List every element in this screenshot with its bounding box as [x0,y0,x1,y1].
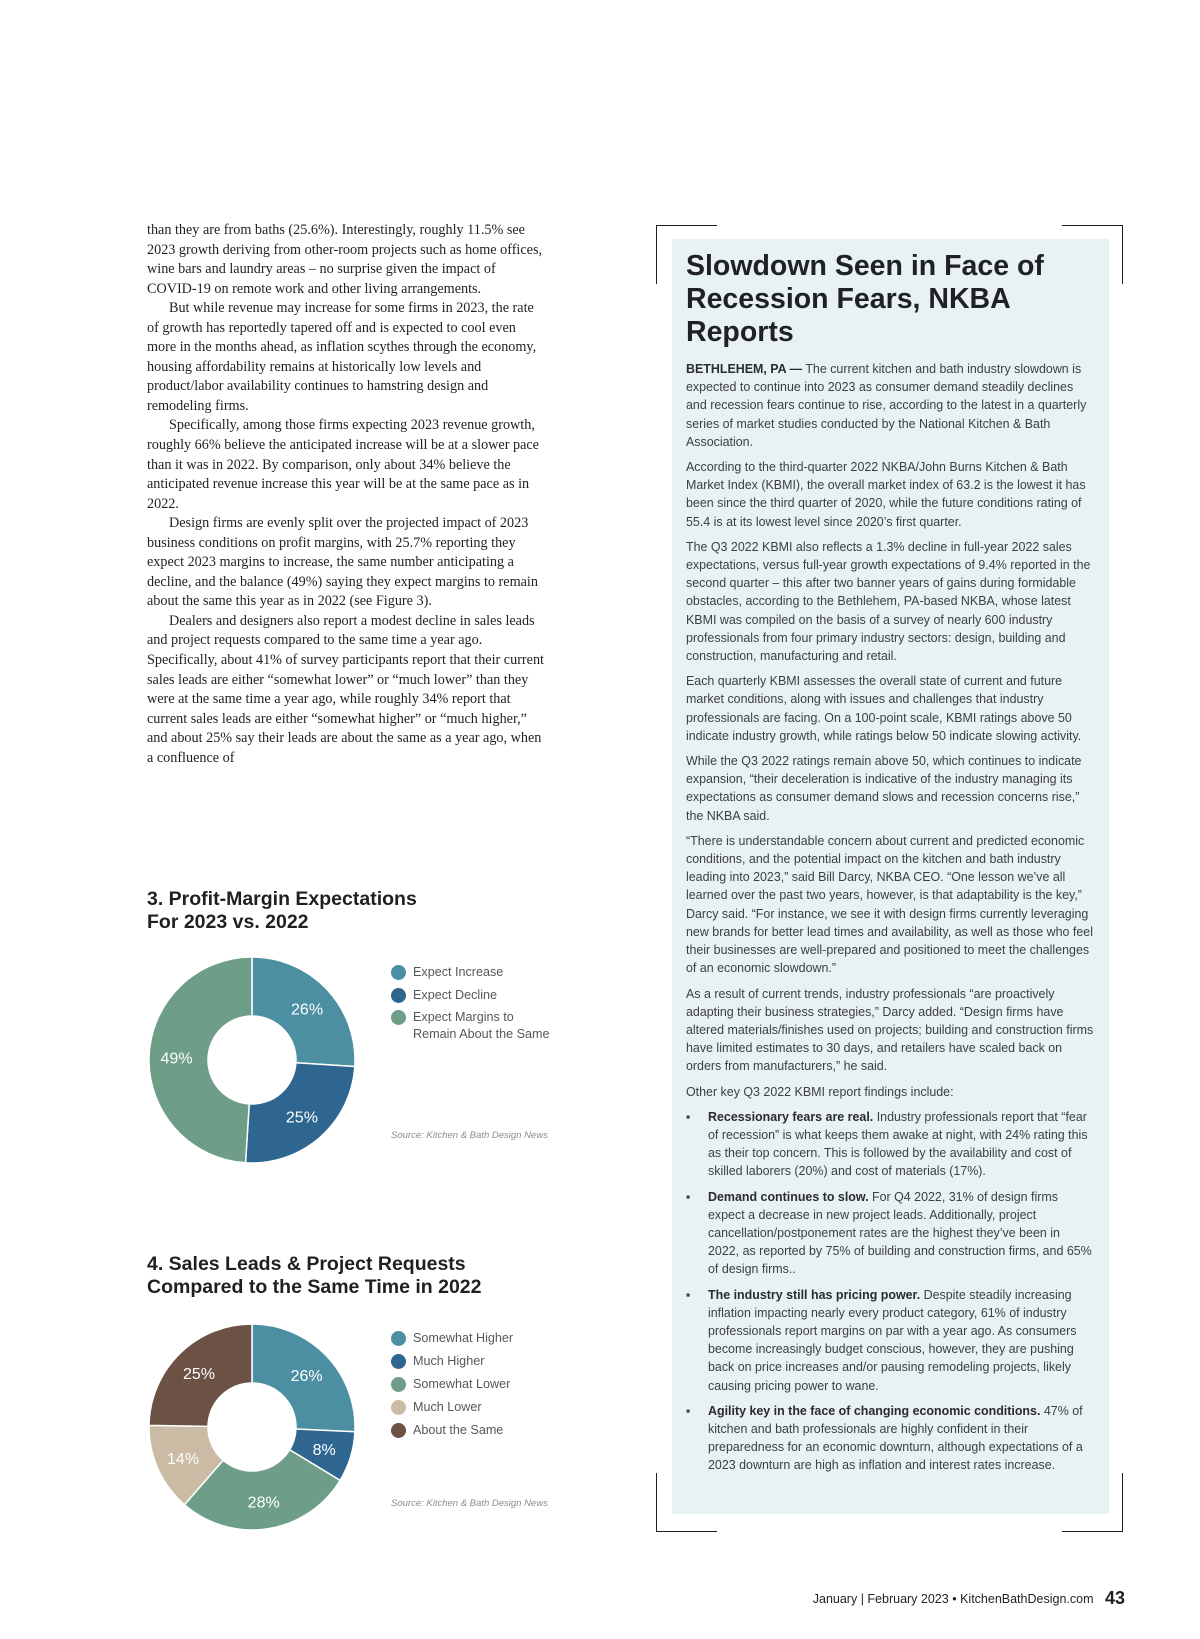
legend-swatch [391,1400,406,1415]
legend-swatch [391,988,406,1003]
sidebar-headline: Slowdown Seen in Face of Recession Fears, NKBA Reports [686,250,1044,348]
finding-item [686,1286,1094,1395]
legend-item [391,964,591,981]
legend-label: Expect Increase [413,965,504,979]
issue-date: January | February 2023 [812,1592,949,1606]
article-paragraph: Dealers and designers also report a modest decline in sales leads and project requests compared to the same time a year ago. Specifically, about 41% of survey participants report that their current sales leads are either “somewhat lower” or “much lower” than they were at the same time a year ago, while roughly 34% report that current sales leads are either “somewhat higher” or “much higher,” and about 25% say their leads are about the same as a year ago, when a confluence of [147,612,544,766]
figure-4-title [147,1253,567,1299]
donut-slice-label: 25% [285,1109,318,1127]
finding-text: For Q4 2022, 31% of design firms expect a decrease in new project leads. Additionally, project cancellation/postponement rates are the highest they’ve been in 2022, as reported by 75% of building and construction firms, and 65% of design firms.. [708,1189,1092,1277]
figure-3-source: Source: Kitchen & Bath Design News [391,1130,548,1141]
donut-slice-label: 8% [312,1441,336,1459]
donut-slice-label: 49% [160,1050,193,1068]
figure-3-legend [391,964,591,1042]
legend-swatch [391,1331,406,1346]
sidebar-paragraph: While the Q3 2022 ratings remain above 50, which continues to indicate expansion, “their deceleration is indicative of the industry managing its expectations as consumer demand slows and recession concerns rise,” the NKBA said. [686,754,1082,823]
bullet-icon: ▪ [686,1287,691,1302]
sidebar-paragraph: The Q3 2022 KBMI also reflects a 1.3% decline in full-year 2022 sales expectations, versus full-year growth expectations of 9.4% reported in the second quarter – this after two banner years of gains during formidable obstacles, according to the Bethlehem, PA-based NKBA, whose latest KBMI was compiled on the basis of a survey of nearly 600 industry professionals from four primary industry sectors: design, building and construction, manufacturing and retail. [686,539,1091,664]
website-link[interactable]: KitchenBathDesign.com [960,1592,1094,1606]
legend-item [391,1376,591,1393]
legend-label: Somewhat Lower [413,1377,511,1391]
finding-heading: Agility key in the face of changing economic conditions. [708,1403,1041,1418]
sidebar-paragraph: According to the third-quarter 2022 NKBA/John Burns Kitchen & Bath Market Index (KBMI), the overall market index of 63.2 is the lowest it has been since the third quarter of 2020, while the future conditions rating of 55.4 is at its lowest level since 2020’s first quarter. [686,460,1086,529]
lead-text: The current kitchen and bath industry slowdown is expected to continue into 2023 as consumer demand steadily declines and recession fears continue to rise, according to the latest in a quarterly series of market studies conducted by the National Kitchen & Bath Association. [686,362,1087,449]
sidebar-lead-paragraph [686,360,1094,451]
legend-swatch [391,1377,406,1392]
finding-heading: The industry still has pricing power. [708,1287,921,1302]
legend-item [391,987,591,1004]
figure-4-donut-chart [147,1322,357,1532]
figure-3-title [147,888,567,934]
figure-4-title-line: 4. Sales Leads & Project Requests [147,1253,466,1275]
legend-swatch [391,965,406,980]
corner-bracket-bottom-left [656,1473,717,1532]
page-number: 43 [1104,1588,1125,1608]
legend-swatch [391,1423,406,1438]
figure-3-title-line: For 2023 vs. 2022 [147,911,309,933]
legend-label: Expect Margins to [413,1010,514,1024]
legend-label: Remain About the Same [413,1026,550,1041]
legend-label: Much Higher [413,1354,485,1368]
article-paragraph: Specifically, among those firms expecting 2023 revenue growth, roughly 66% believe the anticipated increase will be at a slower pace than it was in 2022. By comparison, only about 34% believe the anticipated revenue increase this year will be at the same pace as in 2022. [147,417,539,512]
legend-item [391,1399,591,1416]
figure-4-title-line: Compared to the Same Time in 2022 [147,1276,482,1298]
sidebar-paragraph: As a result of current trends, industry professionals “are proactively adapting their business strategies,” Darcy added. “Design firms have altered materials/finishes used on projects; building and construction firms have limited estimates to 30 days, and retailers have scaled back on orders from manufacturers,” he said. [686,986,1094,1074]
finding-item [686,1188,1094,1279]
article-paragraph: But while revenue may increase for some firms in 2023, the rate of growth has reportedly tapered off and is expected to cool even more in the months ahead, as inflation scythes through the economy, housing affordability remains at historically low levels and product/labor availability continues to hamstring design and remodeling firms. [147,300,537,414]
page-footer [813,1588,1125,1609]
article-body [147,221,545,768]
legend-item [391,1422,591,1439]
legend-item [391,1330,591,1347]
finding-heading: Demand continues to slow. [708,1189,869,1204]
bullet-icon: ▪ [686,1403,691,1418]
article-paragraph: than they are from baths (25.6%). Interestingly, roughly 11.5% see 2023 growth deriving from other-room projects such as home offices, wine bars and laundry areas – no surprise given the impact of COVID-19 on remote work and other living arrangements. [147,222,543,297]
figure-4-source: Source: Kitchen & Bath Design News [391,1498,548,1509]
bullet-icon: ▪ [686,1109,691,1124]
donut-slice-label: 25% [183,1366,216,1384]
footer-separator: • [952,1592,957,1606]
finding-item [686,1108,1094,1181]
donut-slice-label: 26% [291,1001,324,1019]
sidebar-paragraph: “There is understandable concern about current and predicted economic conditions, and the potential impact on the kitchen and bath industry leading into 2023,” said Bill Darcy, NKBA CEO. “One lesson we’ve all learned over the past two years, however, is that adaptability is the key,” Darcy said. “For instance, we see it with design firms currently leveraging new brands for better lead times and availability, as well as those who feel their businesses are well-prepared and positioned to meet the challenges of an economic slowdown.” [686,833,1093,976]
donut-slice-label: 14% [167,1450,200,1468]
article-paragraph: Design firms are evenly split over the projected impact of 2023 business conditions on profit margins, with 25.7% reporting they expect 2023 margins to increase, the same number anticipating a decline, and the balance (49%) saying they expect margins to remain about the same this year as in 2022 (see Figure 3). [147,515,538,610]
finding-heading: Recessionary fears are real. [708,1109,874,1124]
sidebar-paragraph: Each quarterly KBMI assesses the overall state of current and future market conditions, along with issues and challenges that industry professionals are facing. On a 100-point scale, KBMI ratings above 50 indicate industry growth, while ratings below 50 indicate slowing activity. [686,674,1082,743]
legend-label: Much Lower [413,1400,482,1414]
corner-bracket-bottom-right [1062,1473,1123,1532]
finding-text: Despite steadily increasing inflation impacting nearly every product category, 61% of industry professionals report margins on par with a year ago. As consumers become increasingly budget conscious, however, they are pushing back on price increases and/or pausing remodeling projects, likely causing pricing power to wane. [708,1287,1077,1393]
sidebar-article [686,250,1094,1482]
donut-slice-label: 28% [247,1494,280,1512]
figure-3-title-line: 3. Profit-Margin Expectations [147,888,417,910]
finding-text: 47% of kitchen and bath professionals are highly confident in their preparedness for an economic downturn, although expectations of a 2023 downturn are high as inflation and interest rates increase. [708,1403,1083,1473]
legend-item [391,1009,591,1042]
donut-slice-label: 26% [290,1367,323,1385]
legend-item [391,1353,591,1370]
finding-item [686,1402,1094,1475]
findings-list [686,1108,1094,1475]
legend-swatch [391,1354,406,1369]
figure-4-legend [391,1330,591,1439]
sidebar-paragraph: Other key Q3 2022 KBMI report findings include: [686,1084,954,1099]
finding-text: Industry professionals report that “fear of recession” is what keeps them awake at night, with 24% rating this as their top concern. This is followed by the availability and cost of skilled laborers (20%) and cost of materials (17%). [708,1109,1088,1179]
legend-label: Expect Decline [413,987,497,1002]
dateline: BETHLEHEM, PA — [686,362,803,376]
legend-label: About the Same [413,1423,504,1437]
figure-3-donut-chart [147,955,357,1165]
bullet-icon: ▪ [686,1189,691,1204]
legend-label: Somewhat Higher [413,1331,514,1345]
legend-swatch [391,1010,406,1025]
